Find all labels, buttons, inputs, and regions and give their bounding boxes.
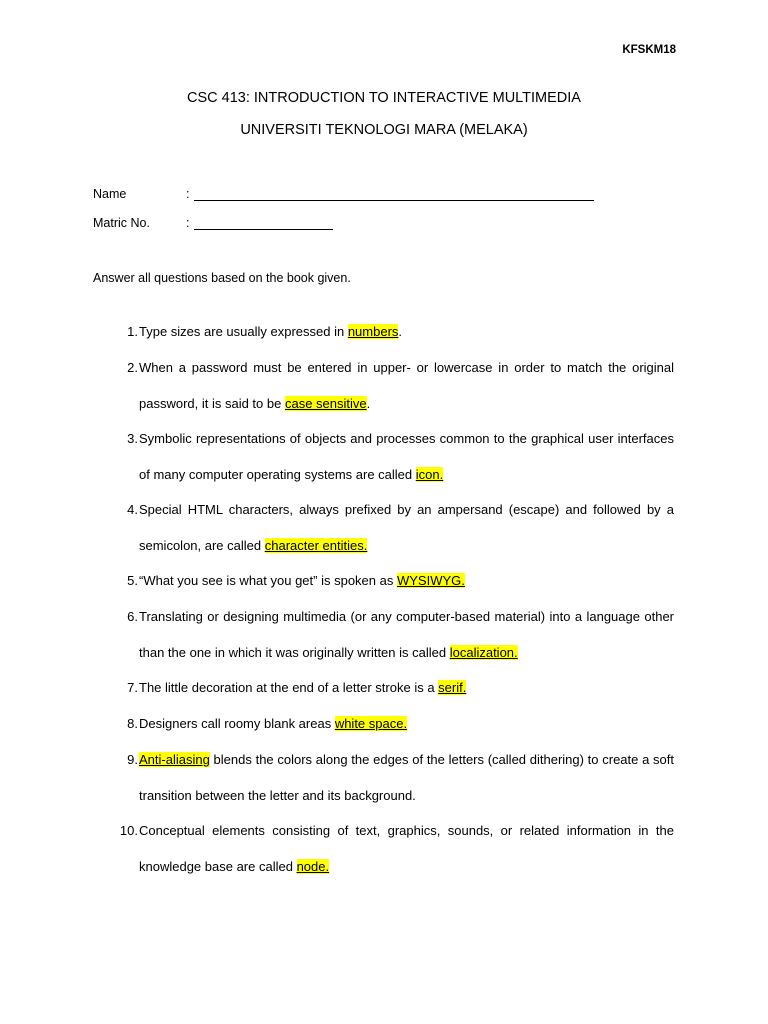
question-number: 9. (127, 752, 138, 767)
name-blank-line[interactable] (194, 186, 594, 201)
answer-highlight: numbers (347, 324, 399, 339)
question-item (112, 350, 674, 422)
name-field (93, 186, 594, 201)
question-item (112, 599, 674, 671)
question-number: 3. (127, 431, 138, 446)
question-text: Anti-aliasing blends the colors along the edges of the letters (called dithering) to create a soft transition between the letter and its background. (139, 752, 674, 803)
question-text: Special HTML characters, always prefixed by an ampersand (escape) and followed by a semicolon, are called character entities. (139, 502, 674, 553)
name-label: Name (93, 187, 127, 201)
question-number: 10. (119, 823, 138, 838)
question-item (112, 492, 674, 564)
question-text: When a password must be entered in upper- or lowercase in order to match the original password, it is said to be case sensitive. (139, 360, 674, 411)
question-text: Symbolic representations of objects and processes common to the graphical user interfaces of many computer operating systems are called icon. (139, 431, 674, 482)
answer-highlight: node. (296, 859, 330, 874)
question-item (112, 706, 674, 742)
answer-highlight: localization. (449, 645, 518, 660)
question-number: 8. (127, 716, 138, 731)
question-number: 4. (127, 502, 138, 517)
question-text: The little decoration at the end of a letter stroke is a serif. (139, 680, 467, 695)
name-colon: : (186, 187, 190, 201)
question-number: 2. (127, 360, 138, 375)
question-text: Translating or designing multimedia (or any computer-based material) into a language other than the one in which it was originally written is called localization. (139, 609, 674, 660)
matric-blank-line[interactable] (194, 215, 333, 230)
question-number: 1. (127, 324, 138, 339)
answer-highlight: WYSIWYG. (396, 573, 465, 588)
question-item (112, 314, 674, 350)
question-number: 7. (127, 680, 138, 695)
answer-highlight: Anti-aliasing (139, 752, 210, 767)
document-code: KFSKM18 (622, 44, 676, 56)
answer-highlight: character entities. (264, 538, 368, 553)
answer-highlight: icon. (415, 467, 444, 482)
question-number: 6. (127, 609, 138, 624)
question-number: 5. (127, 573, 138, 588)
instructions: Answer all questions based on the book given. (93, 271, 351, 285)
question-text: Conceptual elements consisting of text, graphics, sounds, or related information in the knowledge base are called node. (139, 823, 674, 874)
university-name: UNIVERSITI TEKNOLOGI MARA (MELAKA) (240, 122, 528, 138)
matric-field (93, 215, 333, 230)
answer-highlight: case sensitive (284, 396, 367, 411)
question-item (112, 742, 674, 814)
question-item (112, 670, 674, 706)
course-title: CSC 413: INTRODUCTION TO INTERACTIVE MULTIMEDIA (187, 90, 581, 106)
question-item (112, 563, 674, 599)
question-text: Type sizes are usually expressed in numbers. (139, 324, 403, 339)
answer-highlight: white space. (334, 716, 408, 731)
question-text: “What you see is what you get” is spoken as WYSIWYG. (139, 573, 465, 588)
answer-highlight: serif. (438, 680, 467, 695)
matric-label: Matric No. (93, 216, 150, 230)
question-text: Designers call roomy blank areas white space. (139, 716, 408, 731)
question-item (112, 813, 674, 885)
matric-colon: : (186, 216, 190, 230)
question-item (112, 421, 674, 493)
